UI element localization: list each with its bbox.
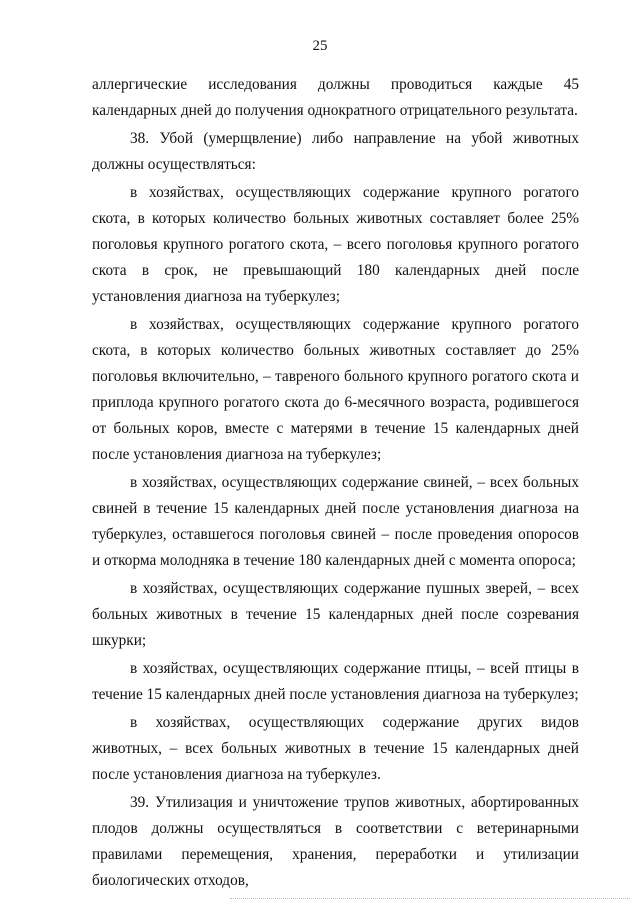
paragraph-cattle-up-to-25: в хозяйствах, осуществляющих содержание крупного рогатого скота, в которых количество больных животных составляет до 25% поголовья включительно, – тавреного больного крупного рогатого скота и приплода крупного рогатого скота до 6-месячного возраста, родившегося от больных коров, вместе с матерями в течение 15 календарных дней после установления диагноза на туберкулез; (92, 316, 579, 463)
paragraph-pigs: в хозяйствах, осуществляющих содержание свиней, – всех больных свиней в течение 15 календарных дней после установления диагноза на туберкулез, оставшегося поголовья свиней – после проведения опоросов и откорма молодняка в течение 180 календарных дней с момента опороса; (92, 474, 579, 569)
document-body (92, 72, 579, 894)
page-number: 25 (312, 38, 328, 54)
paragraph-fur-animals: в хозяйствах, осуществляющих содержание пушных зверей, – всех больных животных в течение 15 календарных дней после созревания шкурки; (92, 580, 579, 649)
paragraph-poultry: в хозяйствах, осуществляющих содержание птицы, – всей птицы в течение 15 календарных дней после установления диагноза на туберкулез; (92, 660, 579, 703)
paragraph-other-animals: в хозяйствах, осуществляющих содержание других видов животных, – всех больных животных в течение 15 календарных дней после установления диагноза на туберкулез. (92, 714, 579, 783)
paragraph-cattle-over-25: в хозяйствах, осуществляющих содержание крупного рогатого скота, в которых количество больных животных составляет более 25% поголовья крупного рогатого скота, – всего поголовья крупного рогатого скота в срок, не превышающий 180 календарных дней после установления диагноза на туберкулез; (92, 184, 579, 305)
scan-artifact-line (230, 897, 630, 899)
paragraph-item-39: 39. Утилизация и уничтожение трупов животных, абортированных плодов должны осуществляться в соответствии с ветеринарными правилами перемещения, хранения, переработки и утилизации биологических отходов, (92, 794, 579, 889)
paragraph-continuation: аллергические исследования должны проводиться каждые 45 календарных дней до получения однократного отрицательного результата. (92, 76, 579, 119)
paragraph-item-38: 38. Убой (умерщвление) либо направление на убой животных должны осуществляться: (92, 130, 579, 173)
